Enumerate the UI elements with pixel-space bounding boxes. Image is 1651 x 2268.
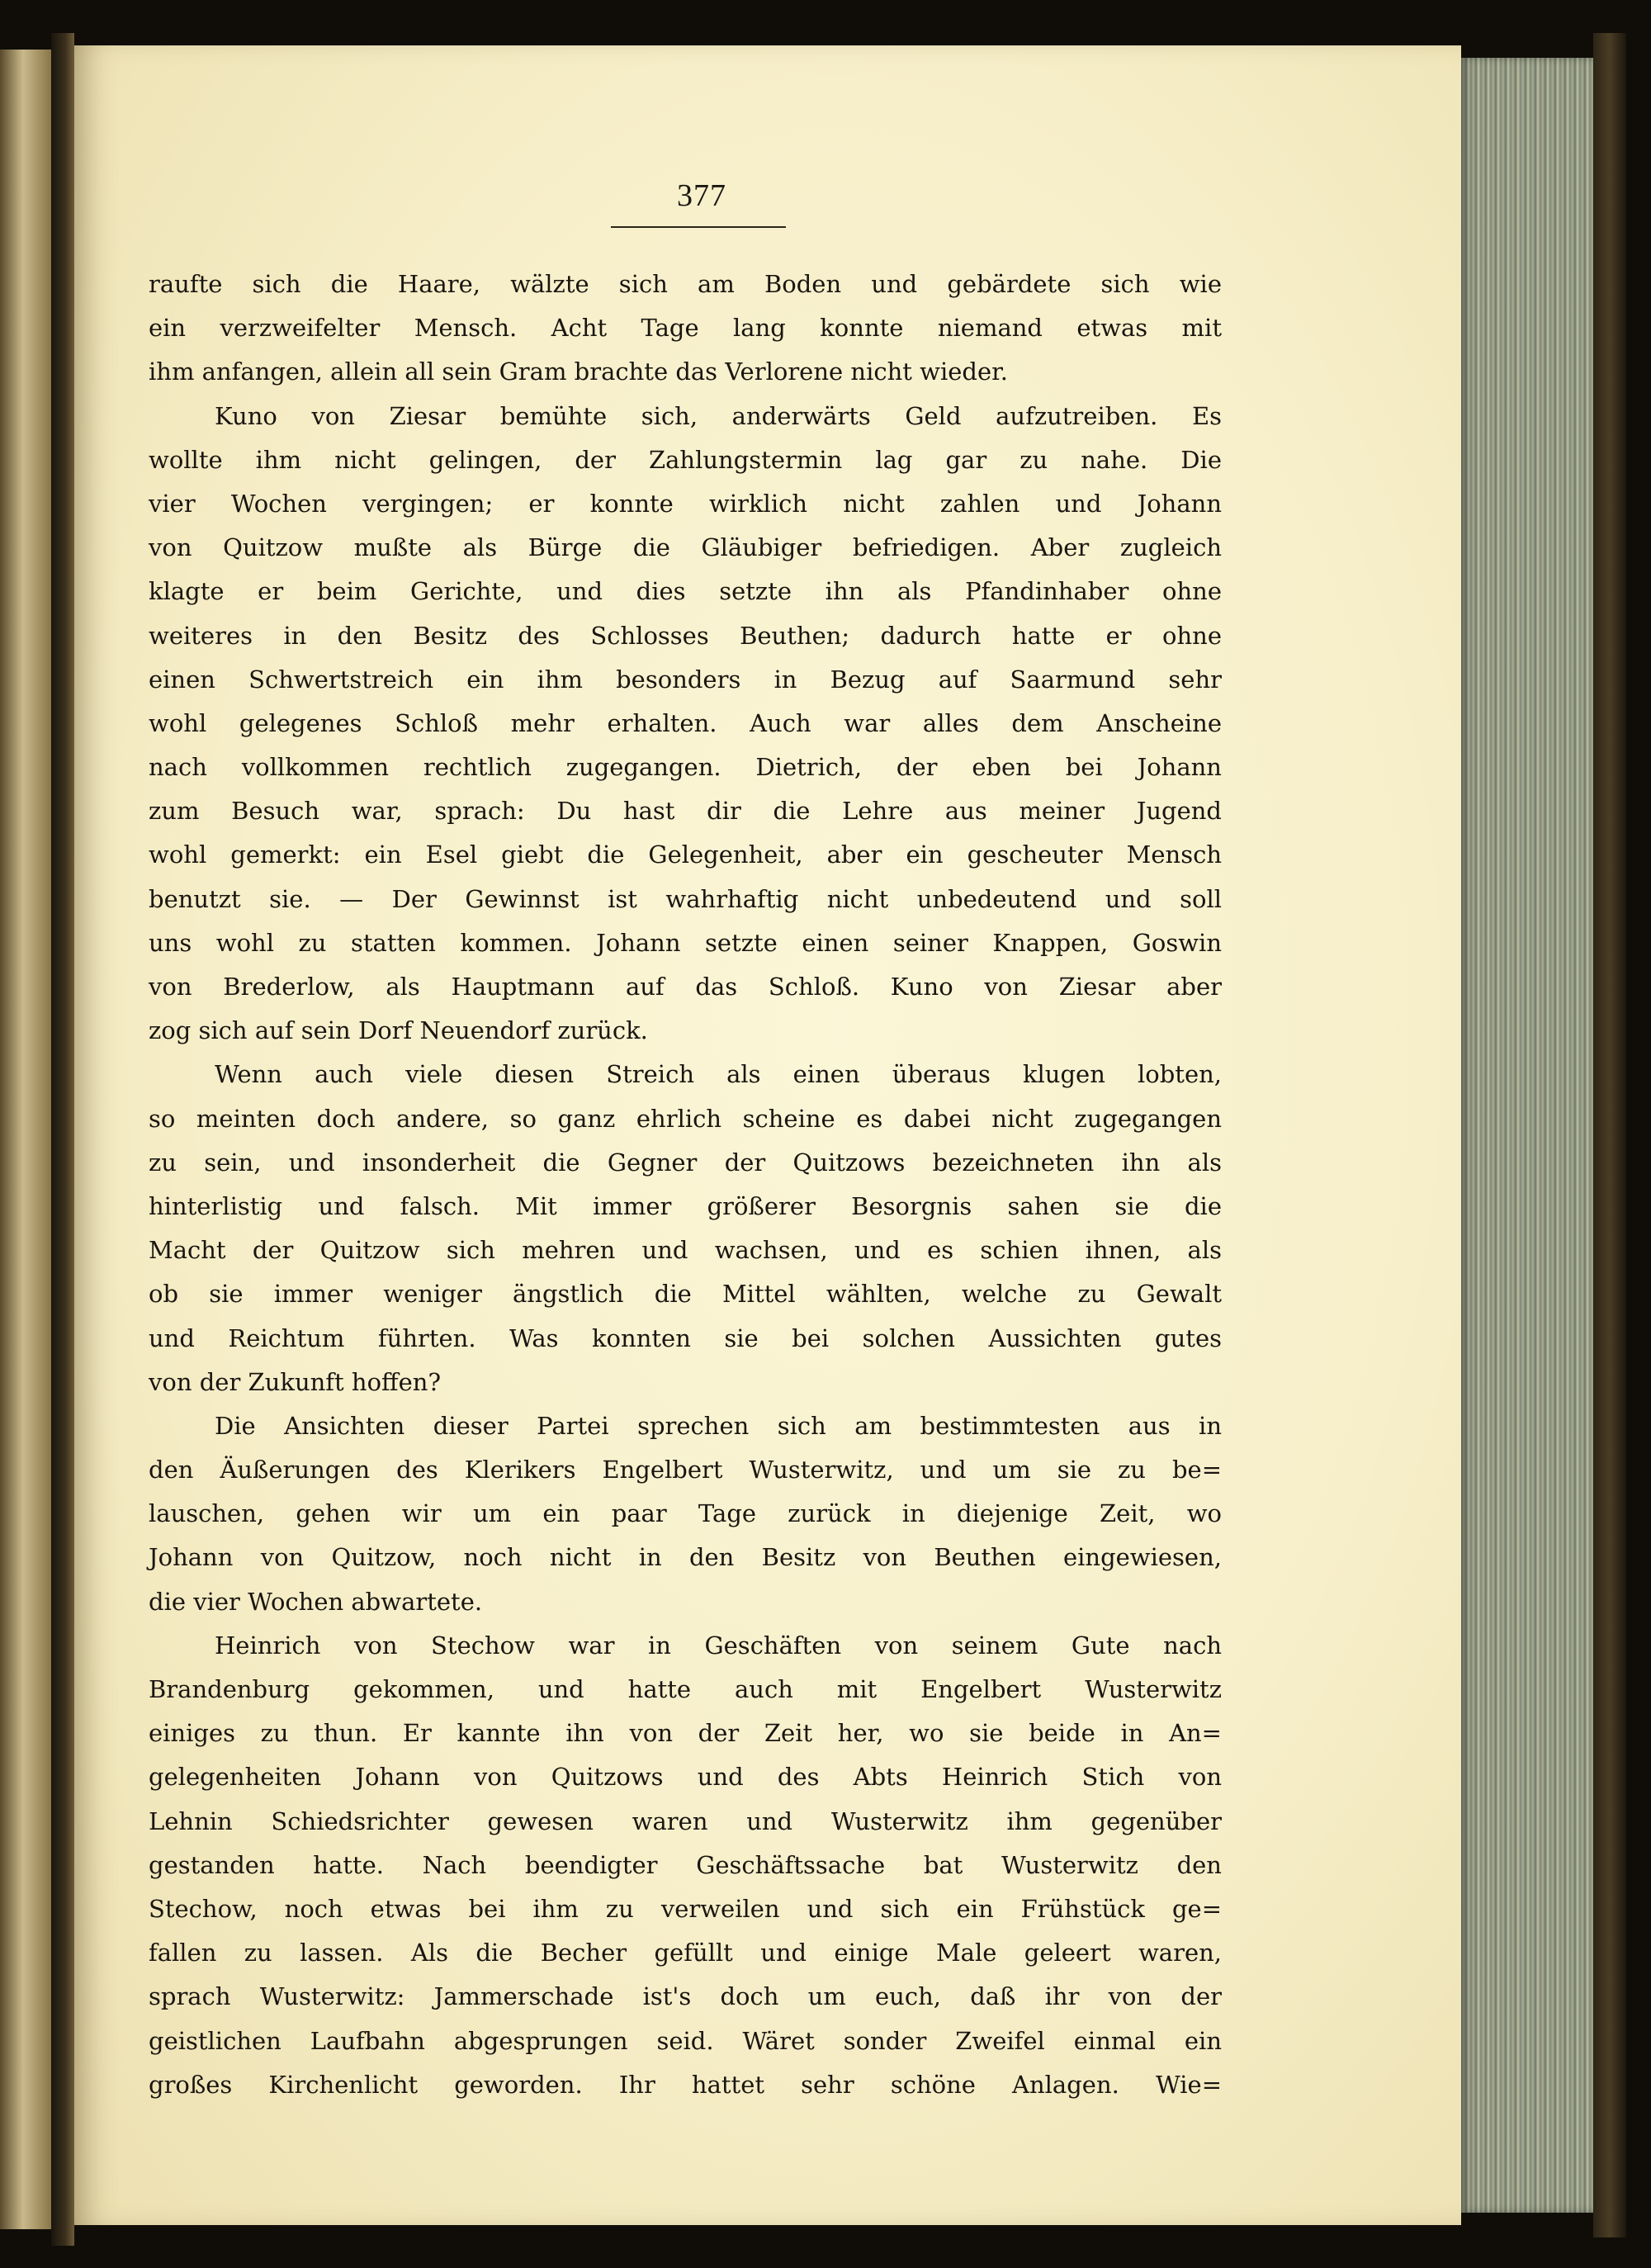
text-line: benutzt sie. — Der Gewinnst ist wahrhaftig nicht unbedeutend und soll	[149, 884, 1222, 913]
text-line: uns wohl zu statten kommen. Johann setzte einen seiner Knappen, Goswin	[149, 928, 1222, 957]
text-line: Brandenburg gekommen, und hatte auch mit Engelbert Wusterwitz	[149, 1675, 1222, 1703]
text-line: Lehnin Schiedsrichter gewesen waren und Wusterwitz ihm gegenüber	[149, 1806, 1222, 1835]
page-fore-edge	[1461, 58, 1593, 2213]
text-line: raufte sich die Haare, wälzte sich am Boden und gebärdete sich wie	[149, 270, 1222, 298]
body-text	[149, 263, 1222, 2107]
page-number: 377	[677, 178, 726, 213]
text-line: sprach Wusterwitz: Jammerschade ist's doch um euch, daß ihr von der	[149, 1982, 1222, 2011]
text-line: von Quitzow mußte als Bürge die Gläubiger befriedigen. Aber zugleich	[149, 533, 1222, 562]
text-line: geistlichen Laufbahn abgesprungen seid. Wäret sonder Zweifel einmal ein	[149, 2026, 1222, 2055]
text-line: Heinrich von Stechow war in Geschäften von seinem Gute nach	[215, 1631, 1222, 1660]
text-line: die vier Wochen abwartete.	[149, 1587, 483, 1616]
text-line: gelegenheiten Johann von Quitzows und des Abts Heinrich Stich von	[149, 1763, 1222, 1792]
text-line: gestanden hatte. Nach beendigter Geschäftssache bat Wusterwitz den	[149, 1850, 1222, 1879]
text-line: und Reichtum führten. Was konnten sie bei solchen Aussichten gutes	[149, 1323, 1222, 1352]
book-gutter	[51, 33, 74, 2246]
text-line: Wenn auch viele diesen Streich als einen überaus klugen lobten,	[215, 1060, 1222, 1089]
text-line: wollte ihm nicht gelingen, der Zahlungstermin lag gar zu nahe. Die	[149, 445, 1222, 474]
text-line: ob sie immer weniger ängstlich die Mittel wählten, welche zu Gewalt	[149, 1280, 1222, 1309]
text-line: von der Zukunft hoffen?	[149, 1367, 442, 1396]
text-line: Die Ansichten dieser Partei sprechen sich am bestimmtesten aus in	[215, 1411, 1222, 1440]
text-line: Stechow, noch etwas bei ihm zu verweilen und sich ein Frühstück ge=	[149, 1894, 1222, 1923]
text-line: klagte er beim Gerichte, und dies setzte ihn als Pfandinhaber ohne	[149, 577, 1222, 606]
text-line: fallen zu lassen. Als die Becher gefüllt und einige Male geleert waren,	[149, 1939, 1222, 1967]
text-line: großes Kirchenlicht geworden. Ihr hattet sehr schöne Anlagen. Wie=	[149, 2070, 1222, 2099]
page-number-rule	[611, 226, 786, 228]
text-line: einen Schwertstreich ein ihm besonders in Bezug auf Saarmund sehr	[149, 665, 1222, 694]
text-line: zog sich auf sein Dorf Neuendorf zurück.	[149, 1016, 648, 1045]
text-line: zum Besuch war, sprach: Du hast dir die Lehre aus meiner Jugend	[149, 797, 1222, 826]
book-cover-edge	[1593, 33, 1626, 2237]
text-line: so meinten doch andere, so ganz ehrlich scheine es dabei nicht zugegangen	[149, 1104, 1222, 1133]
text-line: den Äußerungen des Klerikers Engelbert Wusterwitz, und um sie zu be=	[149, 1456, 1222, 1484]
text-line: Johann von Quitzow, noch nicht in den Besitz von Beuthen eingewiesen,	[149, 1543, 1222, 1572]
text-line: Macht der Quitzow sich mehren und wachsen, und es schien ihnen, als	[149, 1236, 1222, 1265]
text-line: vier Wochen vergingen; er konnte wirklich nicht zahlen und Johann	[149, 489, 1222, 518]
text-line: Kuno von Ziesar bemühte sich, anderwärts Geld aufzutreiben. Es	[215, 401, 1222, 430]
text-line: lauschen, gehen wir um ein paar Tage zurück in diejenige Zeit, wo	[149, 1499, 1222, 1528]
text-line: von Brederlow, als Hauptmann auf das Schloß. Kuno von Ziesar aber	[149, 973, 1222, 1001]
text-line: wohl gelegenes Schloß mehr erhalten. Auch war alles dem Anscheine	[149, 708, 1222, 737]
text-line: hinterlistig und falsch. Mit immer größerer Besorgnis sahen sie die	[149, 1191, 1222, 1220]
text-line: weiteres in den Besitz des Schlosses Beuthen; dadurch hatte er ohne	[149, 621, 1222, 650]
text-line: einiges zu thun. Er kannte ihn von der Zeit her, wo sie beide in An=	[149, 1719, 1222, 1748]
text-line: wohl gemerkt: ein Esel giebt die Gelegenheit, aber ein gescheuter Mensch	[149, 840, 1222, 869]
text-line: zu sein, und insonderheit die Gegner der Quitzows bezeichneten ihn als	[149, 1148, 1222, 1177]
text-line: ein verzweifelter Mensch. Acht Tage lang konnte niemand etwas mit	[149, 314, 1222, 343]
text-line: ihm anfangen, allein all sein Gram brachte das Verlorene nicht wieder.	[149, 357, 1009, 386]
text-line: nach vollkommen rechtlich zugegangen. Dietrich, der eben bei Johann	[149, 753, 1222, 782]
previous-page-edge	[0, 50, 51, 2229]
